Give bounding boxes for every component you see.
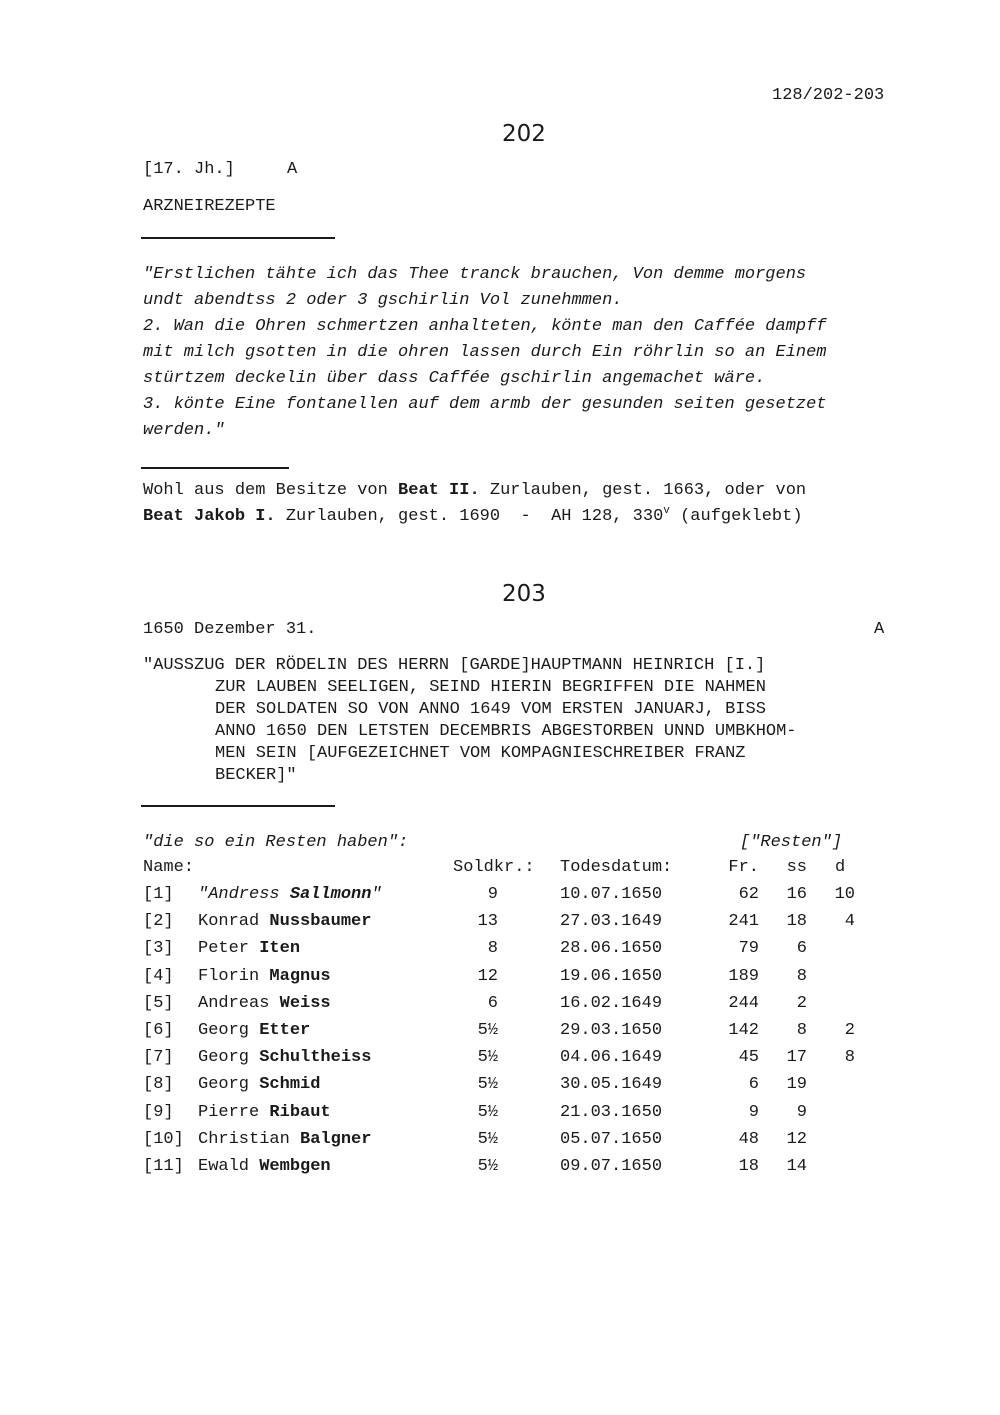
row-index: [3] bbox=[143, 939, 174, 959]
row-index: [6] bbox=[143, 1021, 174, 1040]
note-text: (aufgeklebt) bbox=[669, 507, 803, 526]
rest-schilling: 19 bbox=[786, 1075, 807, 1095]
surname: Wembgen bbox=[259, 1157, 331, 1176]
row-index: [8] bbox=[143, 1075, 174, 1095]
soldkreuzer: 12 bbox=[477, 966, 498, 986]
surname: Schultheiss bbox=[259, 1048, 372, 1068]
quote-line: undt abendtss 2 oder 3 gschirlin Vol zunehmmen. bbox=[143, 291, 623, 310]
rest-franken: 189 bbox=[728, 966, 759, 986]
table-row bbox=[143, 1103, 903, 1130]
soldier-name bbox=[198, 1075, 320, 1094]
soldkreuzer: 5½ bbox=[477, 1102, 498, 1122]
column-header-fr: Fr. bbox=[728, 858, 759, 877]
soldkreuzer: 13 bbox=[477, 912, 498, 932]
rest-schilling: 2 bbox=[796, 993, 807, 1013]
death-date: 19.06.1650 bbox=[560, 966, 663, 986]
heading-line: DER SOLDATEN SO VON ANNO 1649 VOM ERSTEN JANUARJ, BISS bbox=[215, 700, 766, 719]
rest-franken: 18 bbox=[738, 1157, 759, 1176]
row-index: [11] bbox=[143, 1157, 184, 1176]
rest-schilling: 17 bbox=[786, 1048, 807, 1068]
soldier-name bbox=[198, 1130, 371, 1149]
rest-schilling: 9 bbox=[796, 1102, 807, 1122]
document-marker-202: A bbox=[287, 160, 298, 179]
first-name: Peter bbox=[198, 939, 260, 959]
rest-denar: 10 bbox=[834, 885, 855, 904]
rest-schilling: 18 bbox=[786, 912, 807, 932]
first-name: Georg bbox=[198, 1048, 260, 1068]
row-index: [5] bbox=[143, 993, 174, 1013]
rest-franken: 142 bbox=[728, 1021, 759, 1040]
death-date: 27.03.1649 bbox=[560, 912, 663, 932]
rest-denar: 4 bbox=[844, 912, 855, 932]
soldier-name bbox=[198, 1048, 371, 1067]
heading-line: "AUSSZUG DER RÖDELIN DES HERRN [GARDE]HAUPTMANN HEINRICH [I.] bbox=[143, 656, 766, 675]
surname: Sallmonn bbox=[289, 885, 372, 904]
soldkreuzer: 5½ bbox=[477, 1048, 498, 1068]
first-name: Christian bbox=[198, 1129, 301, 1149]
surname: Weiss bbox=[279, 993, 331, 1013]
death-date: 09.07.1650 bbox=[560, 1157, 663, 1176]
first-name: Ewald bbox=[198, 1157, 260, 1176]
surname: Nussbaumer bbox=[269, 912, 372, 932]
soldkreuzer: 6 bbox=[487, 993, 498, 1013]
column-header-d: d bbox=[835, 858, 846, 877]
document-marker-203: A bbox=[874, 620, 885, 639]
rest-franken: 79 bbox=[738, 939, 759, 959]
quote-line: stürtzem deckelin über dass Caffée gschirlin angemachet wäre. bbox=[143, 369, 766, 388]
note-text: Zurlauben, gest. 1663, oder von bbox=[479, 481, 807, 500]
table-caption: "die so ein Resten haben": bbox=[143, 833, 409, 852]
soldier-name bbox=[198, 939, 300, 958]
quote-line: "Erstlichen tähte ich das Thee tranck brauchen, Von demme morgens bbox=[143, 265, 807, 284]
death-date: 29.03.1650 bbox=[560, 1021, 663, 1040]
soldkreuzer: 8 bbox=[487, 939, 498, 959]
column-header-soldkr: Soldkr.: bbox=[453, 858, 535, 877]
first-name: "Andress bbox=[198, 885, 290, 904]
quote-line: 3. könte Eine fontanellen auf dem armb der gesunden seiten gesetzet bbox=[143, 395, 827, 414]
row-index: [2] bbox=[143, 912, 174, 932]
soldier-name bbox=[198, 967, 331, 986]
soldier-name bbox=[198, 1157, 331, 1176]
table-row bbox=[143, 1157, 903, 1184]
name-tail: " bbox=[371, 885, 382, 904]
table-row bbox=[143, 1130, 903, 1157]
soldkreuzer: 5½ bbox=[477, 1129, 498, 1149]
column-header-name: Name: bbox=[143, 858, 195, 877]
row-index: [7] bbox=[143, 1048, 174, 1068]
rest-franken: 241 bbox=[728, 912, 759, 932]
death-date: 28.06.1650 bbox=[560, 939, 663, 959]
table-row bbox=[143, 967, 903, 994]
rest-schilling: 16 bbox=[786, 885, 807, 904]
table-row bbox=[143, 912, 903, 939]
heading-line: ZUR LAUBEN SEELIGEN, SEIND HIERIN BEGRIFFEN DIE NAHMEN bbox=[215, 678, 766, 697]
death-date: 30.05.1649 bbox=[560, 1075, 663, 1095]
provenance-note-line-1 bbox=[143, 481, 806, 500]
table-caption-right: ["Resten"] bbox=[740, 833, 843, 852]
rest-schilling: 12 bbox=[786, 1129, 807, 1149]
soldier-name bbox=[198, 1021, 310, 1040]
soldkreuzer: 9 bbox=[487, 885, 498, 904]
surname: Schmid bbox=[259, 1075, 321, 1095]
death-date: 21.03.1650 bbox=[560, 1102, 663, 1122]
surname: Magnus bbox=[269, 966, 331, 986]
soldier-name bbox=[198, 994, 331, 1013]
rest-denar: 8 bbox=[844, 1048, 855, 1068]
surname: Etter bbox=[259, 1021, 311, 1040]
document-number-203: 203 bbox=[502, 581, 546, 607]
rest-franken: 62 bbox=[738, 885, 759, 904]
note-rule-202 bbox=[141, 467, 289, 469]
death-date: 04.06.1649 bbox=[560, 1048, 663, 1068]
note-name-bold: Beat II. bbox=[398, 481, 480, 500]
first-name: Andreas bbox=[198, 993, 280, 1013]
heading-line: BECKER]" bbox=[215, 766, 297, 785]
row-index: [4] bbox=[143, 966, 174, 986]
quote-line: mit milch gsotten in die ohren lassen durch Ein röhrlin so an Einem bbox=[143, 343, 827, 362]
soldier-name bbox=[198, 885, 382, 904]
table-row bbox=[143, 1048, 903, 1075]
rest-franken: 45 bbox=[738, 1048, 759, 1068]
rest-franken: 48 bbox=[738, 1129, 759, 1149]
surname: Ribaut bbox=[269, 1102, 331, 1122]
surname: Balgner bbox=[300, 1129, 372, 1149]
surname: Iten bbox=[259, 939, 301, 959]
heading-rule-203 bbox=[141, 805, 335, 807]
death-date: 05.07.1650 bbox=[560, 1129, 663, 1149]
rest-franken: 6 bbox=[748, 1075, 759, 1095]
document-date-202: [17. Jh.] bbox=[143, 160, 235, 179]
table-row bbox=[143, 994, 903, 1021]
document-date-203: 1650 Dezember 31. bbox=[143, 620, 317, 639]
heading-line: ANNO 1650 DEN LETSTEN DECEMBRIS ABGESTORBEN UNND UMBKHOM- bbox=[215, 722, 797, 741]
quote-line: werden." bbox=[143, 421, 225, 440]
provenance-note-line-2 bbox=[143, 505, 803, 526]
heading-line: MEN SEIN [AUFGEZEICHNET VOM KOMPAGNIESCHREIBER FRANZ bbox=[215, 744, 746, 763]
rest-schilling: 8 bbox=[796, 966, 807, 986]
note-text: Zurlauben, gest. 1690 - AH 128, 330 bbox=[275, 507, 664, 526]
soldkreuzer: 5½ bbox=[477, 1021, 498, 1040]
row-index: [9] bbox=[143, 1102, 174, 1122]
page-reference: 128/202-203 bbox=[772, 86, 885, 105]
soldkreuzer: 5½ bbox=[477, 1075, 498, 1095]
note-superscript: v bbox=[663, 505, 670, 517]
column-header-ss: ss bbox=[786, 858, 807, 877]
row-index: [1] bbox=[143, 885, 174, 904]
soldkreuzer: 5½ bbox=[477, 1157, 498, 1176]
first-name: Georg bbox=[198, 1021, 260, 1040]
rest-denar: 2 bbox=[844, 1021, 855, 1040]
table-row bbox=[143, 1075, 903, 1102]
soldier-name bbox=[198, 912, 371, 931]
soldier-name bbox=[198, 1103, 331, 1122]
document-number-202: 202 bbox=[502, 121, 546, 147]
death-date: 10.07.1650 bbox=[560, 885, 663, 904]
title-rule-202 bbox=[141, 237, 335, 239]
quote-line: 2. Wan die Ohren schmertzen anhalteten, könte man den Caffée dampff bbox=[143, 317, 827, 336]
table-header-row bbox=[143, 858, 903, 885]
rest-schilling: 14 bbox=[786, 1157, 807, 1176]
first-name: Georg bbox=[198, 1075, 260, 1095]
first-name: Konrad bbox=[198, 912, 270, 932]
column-header-todesdatum: Todesdatum: bbox=[560, 858, 673, 877]
table-row bbox=[143, 939, 903, 966]
death-date: 16.02.1649 bbox=[560, 993, 663, 1013]
first-name: Florin bbox=[198, 966, 270, 986]
document-title-202: ARZNEIREZEPTE bbox=[143, 197, 276, 216]
rest-franken: 9 bbox=[748, 1102, 759, 1122]
note-name-bold: Beat Jakob I. bbox=[143, 507, 276, 526]
row-index: [10] bbox=[143, 1129, 184, 1149]
rest-schilling: 6 bbox=[796, 939, 807, 959]
rest-schilling: 8 bbox=[796, 1021, 807, 1040]
table-row bbox=[143, 1021, 903, 1048]
rest-franken: 244 bbox=[728, 993, 759, 1013]
table-row bbox=[143, 885, 903, 912]
first-name: Pierre bbox=[198, 1102, 270, 1122]
note-text: Wohl aus dem Besitze von bbox=[143, 481, 399, 500]
